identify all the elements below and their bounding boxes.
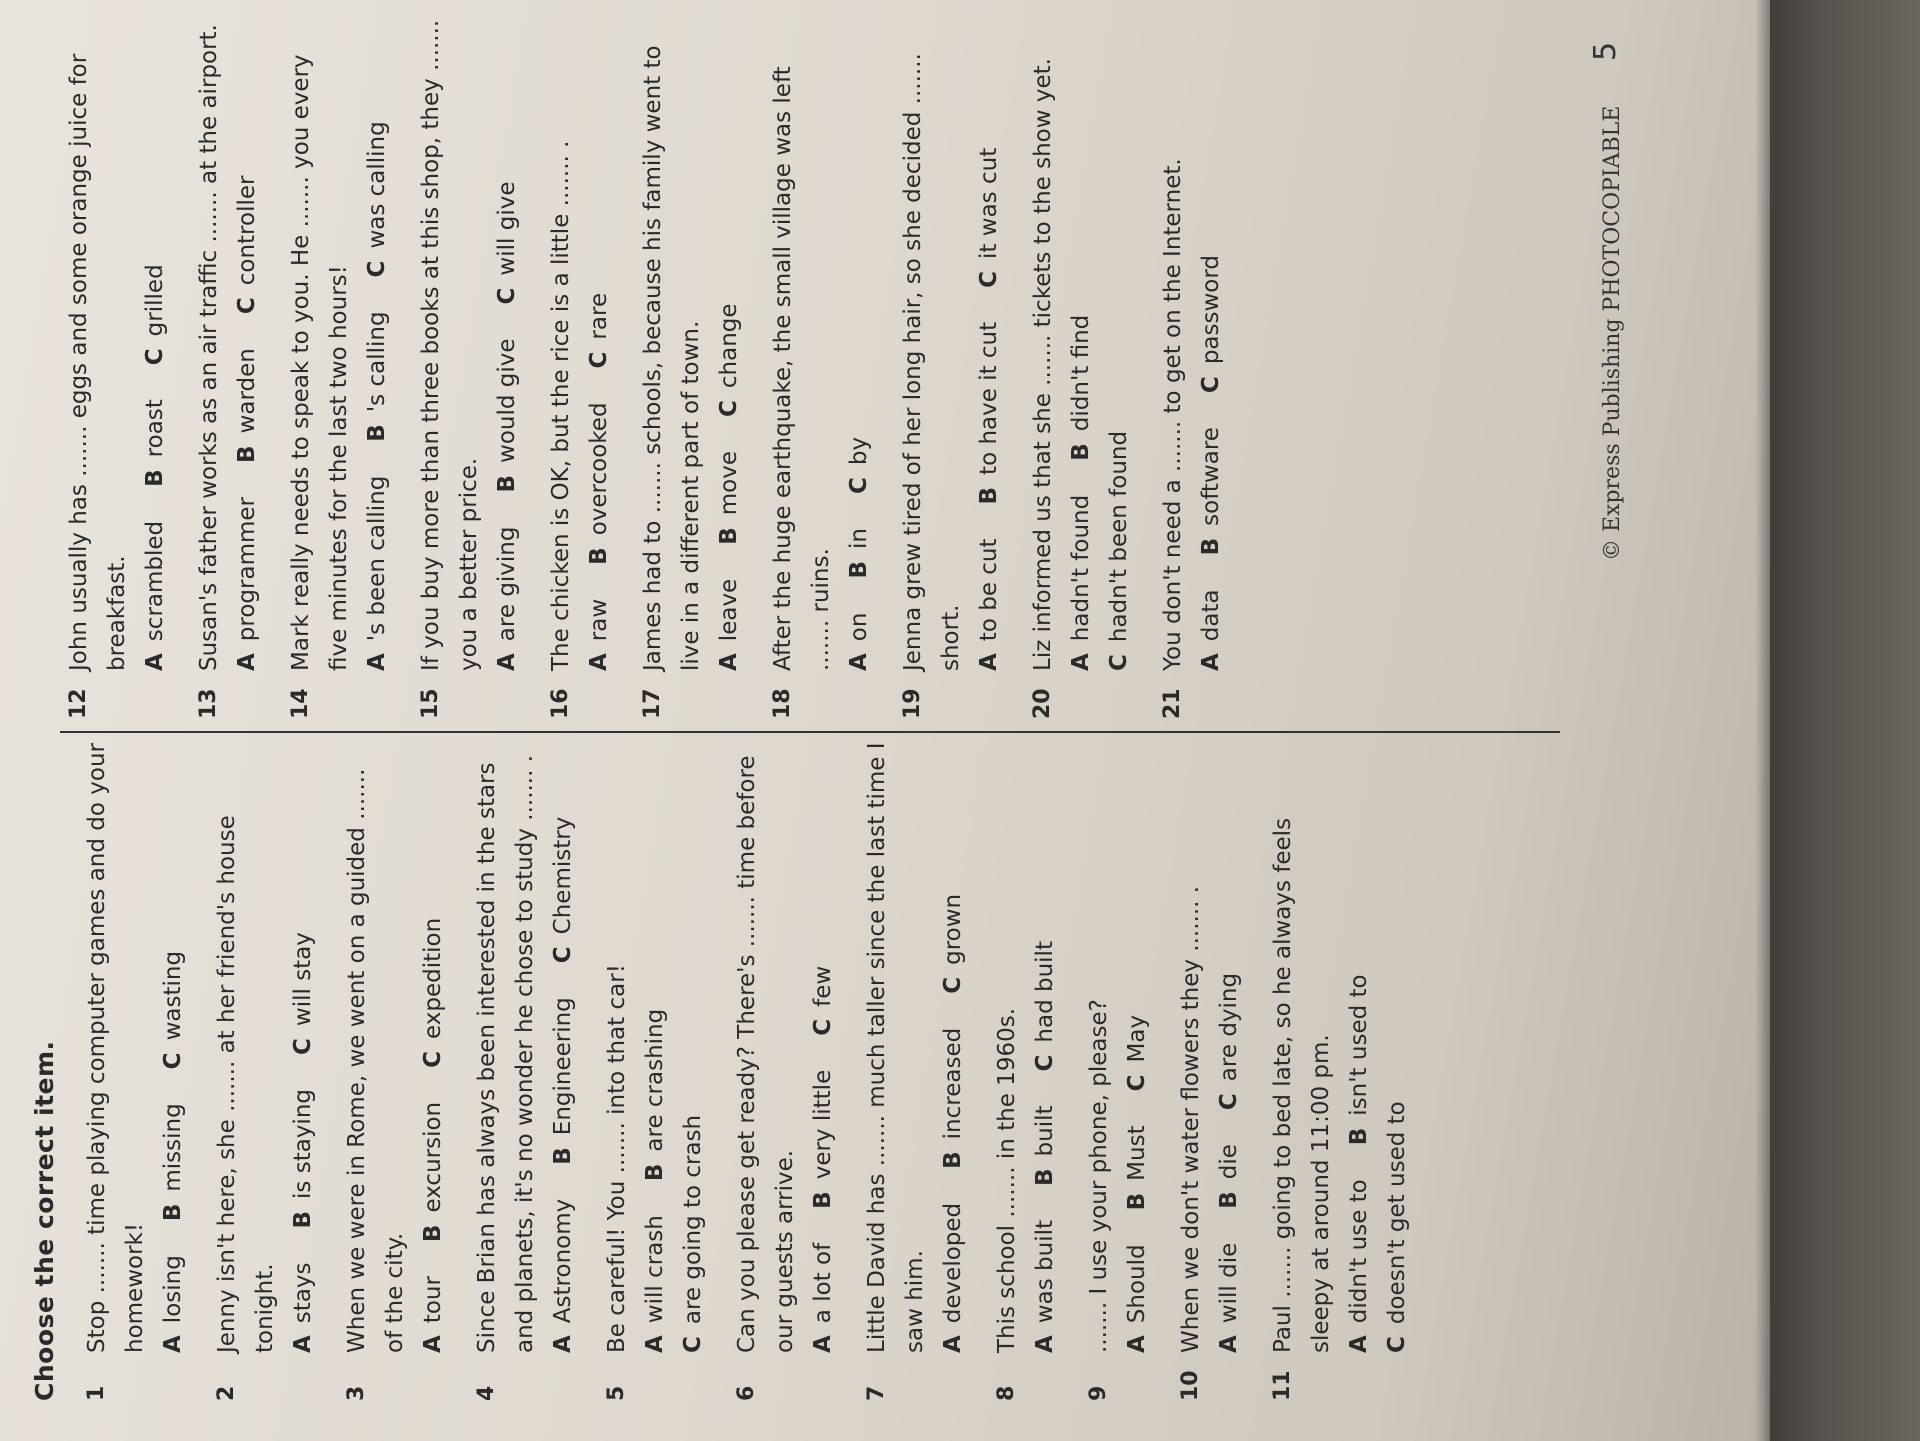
answer-option (580, 293, 618, 369)
answer-option (710, 579, 748, 671)
option-text: Chemistry (550, 816, 576, 935)
instructions-heading: Choose the correct item. (30, 1040, 59, 1401)
answer-option (1118, 1015, 1156, 1091)
option-text: missing (160, 1103, 186, 1192)
option-letter: B (494, 474, 520, 493)
answer-option (934, 894, 972, 994)
option-text: would give (494, 338, 520, 463)
option-text: is staying (290, 1088, 316, 1199)
question-item (542, 19, 618, 719)
question-item (78, 741, 192, 1401)
option-letter: A (234, 653, 260, 671)
answer-option (1062, 315, 1100, 461)
option-text: 's calling (364, 311, 390, 413)
option-letter: B (234, 445, 260, 463)
answer-options (1118, 741, 1156, 1353)
question-item (728, 741, 842, 1401)
option-text: raw (586, 598, 612, 642)
option-text: didn't use to (1346, 1179, 1372, 1324)
option-text: expedition (420, 917, 446, 1039)
answer-option (934, 1203, 972, 1353)
option-letter: A (142, 653, 168, 671)
option-text: leave (716, 578, 742, 642)
option-text: are dying (1216, 972, 1242, 1082)
question-item (1172, 741, 1248, 1401)
question-text: ....... I use your phone, please? (1086, 999, 1112, 1353)
answer-option (154, 1255, 192, 1353)
question-number: 11 (1270, 1370, 1295, 1401)
question-number: 21 (1160, 688, 1185, 719)
answer-option (804, 1243, 842, 1353)
option-text: Engineering (550, 997, 576, 1136)
question-number: 16 (548, 688, 573, 719)
option-text: password (1198, 254, 1224, 365)
answer-option (154, 1103, 192, 1221)
option-text: are crashing (642, 1008, 668, 1152)
question-text: The chicken is OK, but the rice is a little ....... . (548, 140, 574, 671)
question-item (1024, 19, 1138, 719)
option-letter: C (1198, 376, 1224, 394)
question-item (988, 741, 1064, 1401)
question-number: 4 (474, 1385, 499, 1401)
answer-option (358, 121, 396, 277)
page-number: 5 (1588, 41, 1623, 61)
option-letter: A (550, 1335, 576, 1353)
option-letter: B (586, 547, 612, 565)
answer-option (970, 148, 1008, 288)
answer-options (154, 741, 192, 1353)
option-text: rare (586, 292, 612, 340)
question-text: Can you please get ready? There's ....... time before our guests arrive. (734, 755, 798, 1353)
option-text: losing (160, 1255, 186, 1324)
question-number: 3 (344, 1385, 369, 1401)
answer-option (636, 1009, 674, 1181)
question-text: Jenna grew tired of her long hair, so she decided ....... short. (900, 53, 964, 671)
question-number: 20 (1030, 688, 1055, 719)
answer-option (1340, 974, 1378, 1145)
column-divider (60, 731, 1560, 733)
question-text: When we were in Rome, we went on a guided ....... of the city. (344, 768, 408, 1353)
option-text: it was cut (976, 147, 1002, 259)
answer-option (840, 437, 878, 494)
answer-options (1340, 741, 1416, 1353)
question-number: 8 (994, 1385, 1019, 1401)
question-text: James had to ....... schools, because his family went to live in a different part of town. (640, 45, 704, 671)
answer-option (1118, 1125, 1156, 1210)
option-text: are going to crash (680, 1114, 706, 1325)
question-text: Susan's father works as an air traffic ....... at the airport. (196, 24, 222, 671)
answer-options (544, 741, 582, 1353)
option-text: roast (142, 399, 168, 458)
option-letter: B (550, 1147, 576, 1165)
option-letter: C (716, 400, 742, 417)
option-letter: C (846, 477, 872, 495)
answer-options (710, 19, 748, 671)
copyright-footer: © Express Publishing PHOTOCOPIABLE (1600, 105, 1625, 561)
answer-option (710, 303, 748, 417)
option-text: move (716, 451, 742, 516)
option-letter: A (810, 1335, 836, 1353)
answer-options (580, 19, 618, 671)
option-letter: A (586, 653, 612, 671)
background-surface (1760, 0, 1920, 1441)
option-text: excursion (420, 1101, 446, 1213)
left-question-column (78, 741, 1432, 1401)
question-number: 13 (196, 688, 221, 719)
question-item (1264, 741, 1416, 1401)
question-number: 6 (734, 1385, 759, 1401)
option-letter: B (976, 486, 1002, 505)
question-text: Paul ....... going to bed late, so he always feels sleepy at around 11:00 pm. (1270, 817, 1334, 1353)
answer-options (970, 19, 1008, 671)
answer-option (228, 176, 266, 315)
answer-option (284, 932, 322, 1055)
option-text: developed (940, 1202, 966, 1324)
answer-option (544, 1199, 582, 1353)
answer-option (488, 182, 526, 305)
option-letter: C (550, 946, 576, 964)
answer-option (804, 966, 842, 1036)
option-text: by (846, 436, 872, 466)
option-letter: B (364, 424, 390, 442)
answer-options (1192, 19, 1230, 671)
question-number: 2 (214, 1385, 239, 1401)
answer-option (970, 538, 1008, 671)
option-text: in (846, 528, 872, 549)
option-letter: B (1346, 1127, 1372, 1146)
option-letter: A (1032, 1335, 1058, 1353)
option-letter: B (290, 1210, 316, 1229)
question-number: 1 (84, 1385, 109, 1401)
question-text: Liz informed us that she ....... tickets to the show yet. (1030, 58, 1056, 671)
question-item (190, 19, 266, 719)
question-text: Mark really needs to speak to you. He ....... you every five minutes for the last two hours! (288, 54, 352, 671)
option-text: warden (234, 348, 260, 434)
option-letter: C (586, 351, 612, 369)
option-letter: A (420, 1335, 446, 1353)
question-number: 17 (640, 688, 665, 719)
option-letter: B (716, 527, 742, 545)
option-letter: C (976, 270, 1002, 288)
option-letter: B (846, 561, 872, 579)
option-text: are giving (494, 526, 520, 642)
answer-option (840, 528, 878, 579)
question-item (894, 19, 1008, 719)
question-text: Stop ....... time playing computer games and do your homework! (84, 743, 148, 1353)
question-number: 18 (770, 688, 795, 719)
option-letter: C (364, 260, 390, 278)
option-letter: B (940, 1151, 966, 1169)
option-text: grilled (142, 264, 168, 337)
option-text: very little (810, 1069, 836, 1180)
option-text: will crash (642, 1215, 668, 1324)
question-item (634, 19, 748, 719)
answer-option (414, 918, 452, 1068)
answer-option (1192, 255, 1230, 393)
question-number: 15 (418, 688, 443, 719)
answer-options (228, 19, 266, 671)
option-letter: B (642, 1163, 668, 1182)
question-item (282, 19, 396, 719)
option-text: on (846, 612, 872, 642)
answer-option (580, 599, 618, 671)
answer-options (358, 19, 396, 671)
answer-options (1062, 19, 1138, 671)
question-text: Be careful! You ....... into that car! (604, 964, 630, 1353)
answer-options (804, 741, 842, 1353)
answer-option (136, 399, 174, 487)
answer-options (284, 741, 322, 1353)
question-item (338, 741, 452, 1401)
option-text: wasting (160, 950, 186, 1041)
question-number: 14 (288, 688, 313, 719)
option-text: to be cut (976, 538, 1002, 642)
question-text: Since Brian has always been interested in the stars and planets, it's no wonder he chose to study ....... . (474, 754, 538, 1353)
answer-option (488, 338, 526, 492)
option-letter: B (420, 1224, 446, 1243)
option-letter: A (160, 1335, 186, 1353)
answer-option (1210, 1144, 1248, 1209)
option-text: stays (290, 1262, 316, 1324)
option-letter: C (940, 976, 966, 994)
question-item (208, 741, 322, 1401)
option-letter: C (810, 1018, 836, 1036)
question-item (1080, 741, 1156, 1401)
answer-options (488, 19, 526, 671)
answer-option (1192, 589, 1230, 671)
answer-option (804, 1070, 842, 1209)
option-text: Should (1124, 1244, 1150, 1324)
option-letter: C (1032, 1054, 1058, 1072)
option-text: will die (1216, 1242, 1242, 1324)
answer-option (1062, 495, 1100, 671)
option-text: hadn't been found (1106, 430, 1132, 643)
question-text: Little David has ....... much taller since the last time I saw him. (864, 742, 928, 1353)
answer-option (544, 817, 582, 964)
option-letter: A (364, 653, 390, 671)
option-letter: A (290, 1335, 316, 1353)
option-letter: A (1346, 1335, 1372, 1353)
answer-option (1026, 1105, 1064, 1186)
question-item (764, 19, 878, 719)
option-text: tour (420, 1276, 446, 1324)
answer-option (414, 1276, 452, 1353)
option-text: had built (1032, 941, 1058, 1043)
question-number: 10 (1178, 1370, 1203, 1401)
answer-option (136, 264, 174, 365)
option-text: hadn't found (1068, 494, 1094, 642)
right-question-column (60, 19, 1246, 719)
option-text: increased (940, 1027, 966, 1140)
answer-option (1210, 973, 1248, 1110)
question-text: When we don't water flowers they ....... . (1178, 885, 1204, 1353)
option-text: was calling (364, 121, 390, 249)
question-item (858, 741, 972, 1401)
question-item (412, 19, 526, 719)
answer-options (636, 741, 712, 1353)
option-letter: C (420, 1050, 446, 1068)
option-text: will stay (290, 932, 316, 1027)
option-text: isn't used to (1346, 974, 1372, 1116)
option-letter: B (810, 1191, 836, 1209)
option-letter: B (142, 469, 168, 487)
answer-option (544, 997, 582, 1165)
option-letter: A (1198, 653, 1224, 671)
option-letter: B (1124, 1192, 1150, 1211)
option-text: controller (234, 175, 260, 286)
option-text: few (810, 965, 836, 1007)
option-letter: C (234, 297, 260, 315)
answer-option (636, 1215, 674, 1353)
option-text: die (1216, 1144, 1242, 1180)
answer-option (284, 1089, 322, 1229)
answer-option (934, 1028, 972, 1169)
option-letter: B (160, 1203, 186, 1222)
answer-option (136, 521, 174, 671)
option-text: will give (494, 181, 520, 276)
answer-options (1210, 741, 1248, 1353)
option-letter: B (1032, 1168, 1058, 1186)
question-text: John usually has ....... eggs and some orange juice for breakfast. (66, 53, 130, 671)
answer-option (228, 497, 266, 671)
answer-option (414, 1102, 452, 1242)
option-letter: C (680, 1336, 706, 1353)
option-letter: C (160, 1052, 186, 1070)
option-text: May (1124, 1014, 1150, 1063)
answer-option (358, 476, 396, 671)
answer-options (1026, 741, 1064, 1353)
answer-option (228, 348, 266, 463)
question-item (60, 19, 174, 719)
answer-options (840, 19, 878, 671)
answer-option (1192, 427, 1230, 555)
option-letter: B (1068, 443, 1094, 461)
option-text: Must (1124, 1125, 1150, 1181)
question-text: If you buy more than three books at this shop, they ....... you a better price. (418, 19, 482, 671)
option-letter: C (1216, 1093, 1242, 1111)
answer-option (674, 1115, 712, 1353)
option-text: change (716, 303, 742, 389)
answer-option (154, 951, 192, 1069)
option-letter: A (642, 1335, 668, 1353)
option-letter: C (1124, 1074, 1150, 1092)
option-letter: A (1068, 653, 1094, 671)
question-number: 9 (1086, 1385, 1111, 1401)
option-text: software (1198, 427, 1224, 526)
option-text: built (1032, 1105, 1058, 1157)
question-item (598, 741, 712, 1401)
option-letter: A (976, 653, 1002, 671)
option-letter: B (1198, 537, 1224, 556)
option-letter: C (290, 1038, 316, 1055)
answer-option (1340, 1179, 1378, 1353)
option-letter: A (716, 653, 742, 671)
answer-option (1378, 1101, 1416, 1353)
option-letter: C (142, 348, 168, 366)
answer-option (1026, 941, 1064, 1071)
option-text: doesn't get used to (1384, 1101, 1410, 1325)
option-text: scrambled (142, 520, 168, 642)
option-text: 's been calling (364, 475, 390, 642)
answer-option (488, 527, 526, 672)
answer-option (1026, 1220, 1064, 1353)
answer-option (1100, 431, 1138, 671)
question-text: You don't need a ....... to get on the Internet. (1160, 158, 1186, 671)
question-item (468, 741, 582, 1401)
option-text: data (1198, 589, 1224, 642)
option-text: Astronomy (550, 1198, 576, 1324)
option-text: a lot of (810, 1242, 836, 1324)
answer-option (710, 451, 748, 545)
option-text: didn't find (1068, 314, 1094, 432)
question-text: This school ....... in the 1960s. (994, 1007, 1020, 1353)
answer-option (1210, 1243, 1248, 1353)
option-text: to have it cut (976, 321, 1002, 475)
answer-option (358, 311, 396, 441)
question-number: 12 (66, 688, 91, 719)
question-text: Jenny isn't here, she ....... at her friend's house tonight. (214, 815, 278, 1353)
option-text: was built (1032, 1220, 1058, 1324)
option-text: programmer (234, 496, 260, 642)
answer-option (1118, 1244, 1156, 1353)
option-letter: B (1216, 1191, 1242, 1209)
answer-option (284, 1262, 322, 1353)
option-text: overcooked (586, 402, 612, 536)
question-text: After the huge earthquake, the small village was left ....... ruins. (770, 66, 834, 671)
answer-options (934, 741, 972, 1353)
answer-option (840, 613, 878, 671)
answer-options (136, 19, 174, 671)
question-number: 7 (864, 1385, 889, 1401)
question-number: 19 (900, 688, 925, 719)
option-text: grown (940, 893, 966, 965)
option-letter: A (940, 1335, 966, 1353)
option-letter: A (1124, 1335, 1150, 1353)
answer-option (580, 402, 618, 564)
question-item (1154, 19, 1230, 719)
answer-options (414, 741, 452, 1353)
option-letter: A (1216, 1335, 1242, 1353)
option-letter: C (1384, 1336, 1410, 1353)
option-letter: C (494, 287, 520, 305)
answer-option (970, 322, 1008, 505)
question-number: 5 (604, 1385, 629, 1401)
option-letter: A (846, 653, 872, 671)
option-letter: A (494, 653, 520, 671)
option-letter: C (1106, 654, 1132, 671)
